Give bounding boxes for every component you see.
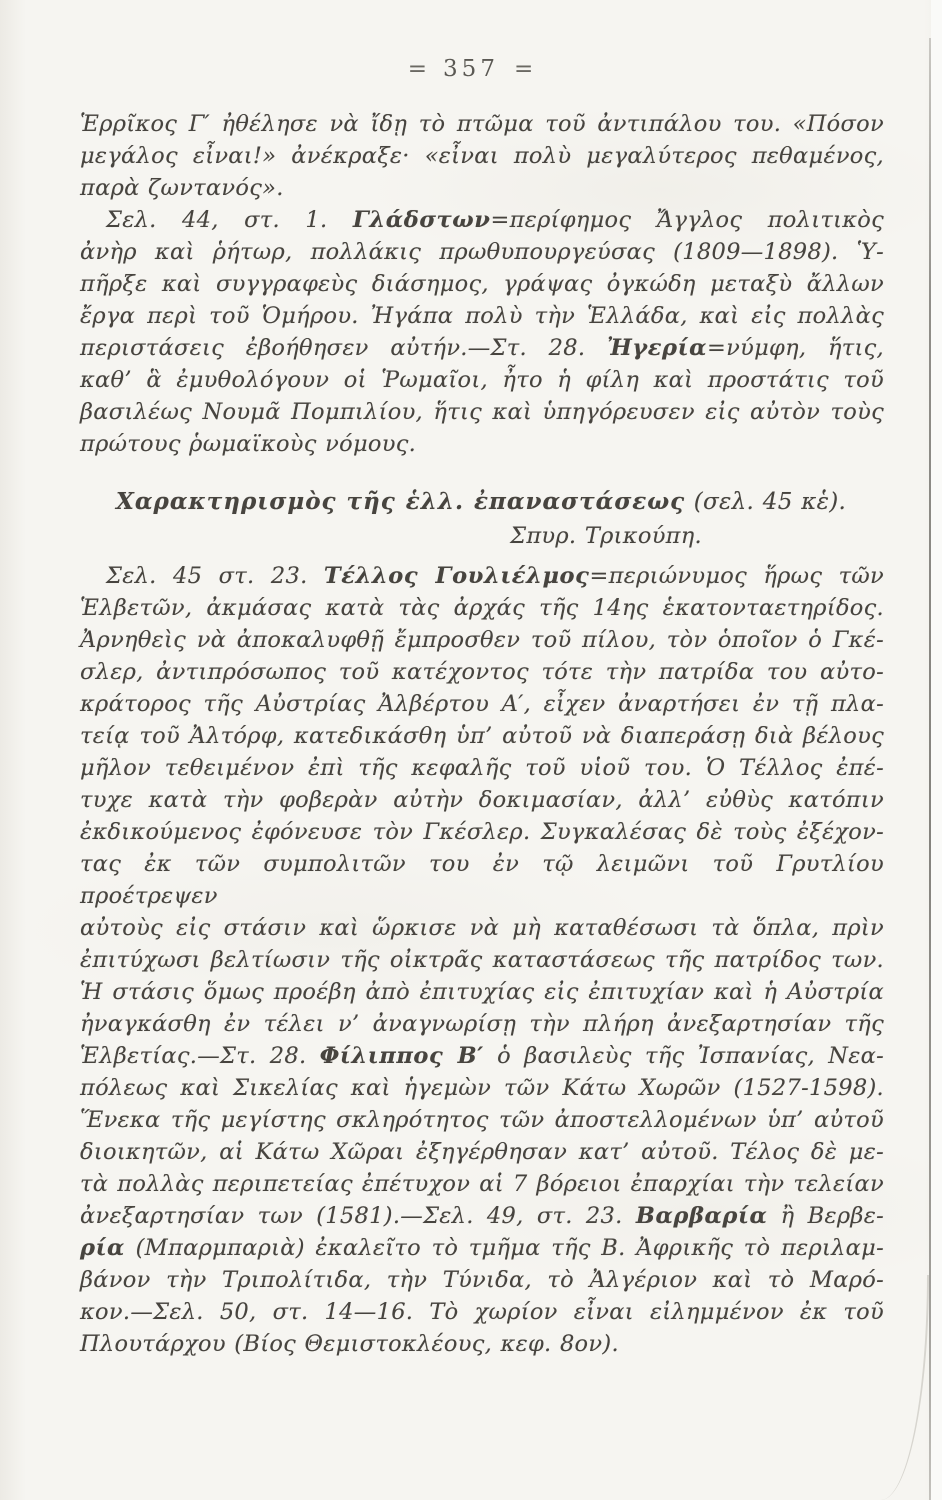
text-line	[80, 1296, 884, 1328]
text-segment: ἢ Βερβε-	[767, 1203, 884, 1229]
text-segment: (Μπαρμπαριὰ) ἐκαλεῖτο τὸ τμῆμα τῆς Β. Ἀφρικῆς τὸ περιλαμ-	[124, 1235, 884, 1261]
text-line	[80, 172, 884, 204]
paragraph-continuation	[80, 108, 884, 204]
lexicon-term: ρία	[80, 1235, 125, 1261]
text-segment: Ἑρρῖκος Γ′ ἠθέλησε νὰ ἴδῃ τὸ πτῶμα τοῦ ἀντιπάλου του. «Πόσον	[80, 111, 884, 137]
text-line	[80, 592, 884, 624]
text-line	[80, 688, 884, 720]
text-segment: Ἀρνηθεὶς νὰ ἀποκαλυφθῇ ἔμπροσθεν τοῦ πίλου, τὸν ὁποῖον ὁ Γκέ-	[80, 627, 884, 653]
text-segment: πρώτους ῥωμαϊκοὺς νόμους.	[80, 431, 417, 457]
lexicon-term: Τέλλος Γουλιέλμος	[323, 563, 590, 589]
text-segment: ὁ βασιλεὺς τῆς Ἰσπανίας, Νεα-	[483, 1043, 884, 1069]
text-segment: σλερ, ἀντιπρόσωπος τοῦ κατέχοντος τότε τὴν πατρίδα του αὐτο-	[80, 659, 884, 685]
text-line	[80, 428, 884, 460]
text-segment: τὰ πολλὰς περιπετείας ἐπέτυχον αἱ 7 βόρειοι ἐπαρχίαι τὴν τελείαν	[80, 1171, 884, 1197]
text-segment: κον.—Σελ. 50, στ. 14—16. Τὸ χωρίον εἶναι εἰλημμένον ἐκ τοῦ	[80, 1299, 884, 1325]
byline-author: Σπυρ. Τρικούπη.	[510, 523, 702, 549]
text-column	[80, 108, 884, 1360]
text-line	[80, 656, 884, 688]
text-segment: ἐπιτύχωσι βελτίωσιν τῆς οἰκτρᾶς καταστάσεως τῆς πατρίδος των.	[80, 947, 884, 973]
page-edge-band	[931, 0, 942, 1500]
text-line	[80, 396, 884, 428]
text-segment: διοικητῶν, αἱ Κάτω Χῶραι ἐξηγέρθησαν κατ’ αὐτοῦ. Τέλος δὲ με-	[80, 1139, 884, 1165]
page-number: 357	[443, 56, 499, 82]
text-segment: ἠναγκάσθη ἐν τέλει ν’ ἀναγνωρίσῃ τὴν πλήρη ἀνεξαρτησίαν τῆς	[80, 1011, 884, 1037]
text-segment: καθ’ ἃ ἐμυθολόγουν οἱ Ῥωμαῖοι, ἦτο ἡ φίλη καὶ προστάτις τοῦ	[80, 367, 884, 393]
text-segment: Ἑλβετῶν, ἀκμάσας κατὰ τὰς ἀρχάς τῆς 14ης ἑκατονταετηρίδος.	[80, 595, 884, 621]
text-line	[80, 1232, 884, 1264]
page-number-rule-right: =	[513, 56, 535, 82]
text-line	[80, 912, 884, 944]
text-line	[80, 944, 884, 976]
text-segment: μεγάλος εἶναι!» ἀνέκραξε· «εἶναι πολὺ μεγαλύτερος πεθαμένος,	[80, 143, 884, 169]
text-segment: ἀνὴρ καὶ ῥήτωρ, πολλάκις πρωθυπουργεύσας (1809—1898). Ὑ-	[80, 239, 884, 265]
text-line	[80, 1264, 884, 1296]
text-segment: ἔργα περὶ τοῦ Ὁμήρου. Ἠγάπα πολὺ τὴν Ἑλλάδα, καὶ εἰς πολλὰς	[80, 303, 884, 329]
lexicon-term: Βαρβαρία	[635, 1203, 768, 1229]
text-line	[80, 752, 884, 784]
text-segment: ἐκδικούμενος ἐφόνευσε τὸν Γκέσλερ. Συγκαλέσας δὲ τοὺς ἐξέχον-	[80, 819, 884, 845]
text-segment: Σελ. 45 στ. 23.	[106, 563, 324, 589]
text-segment: παρὰ ζωντανός».	[80, 175, 284, 201]
text-line	[80, 816, 884, 848]
page-edge-shadow	[929, 38, 931, 1500]
text-segment: αὐτοὺς εἰς στάσιν καὶ ὥρκισε νὰ μὴ καταθέσωσι τὰ ὅπλα, πρὶν	[80, 915, 884, 941]
text-segment: πῆρξε καὶ συγγραφεὺς διάσημος, γράψας ὀγκώδη μεταξὺ ἄλλων	[80, 271, 884, 297]
text-segment: κράτορος τῆς Αὐστρίας Ἀλβέρτου Α′, εἶχεν ἀναρτήσει ἐν τῇ πλα-	[80, 691, 884, 717]
page-number-rule-left: =	[407, 56, 429, 82]
section-heading-page-ref: (σελ. 45 κἑ).	[685, 489, 847, 515]
text-segment: βάνον τὴν Τριπολίτιδα, τὴν Τύνιδα, τὸ Ἀλγέριον καὶ τὸ Μαρό-	[80, 1267, 884, 1293]
section-heading	[80, 486, 884, 518]
text-line	[80, 140, 884, 172]
text-line	[80, 1072, 884, 1104]
text-segment: τας ἐκ τῶν συμπολιτῶν του ἐν τῷ λειμῶνι τοῦ Γρυτλίου προέτρεψεν	[80, 851, 884, 909]
paragraph-notes-2	[80, 560, 884, 1360]
text-segment: Ἡ στάσις ὅμως προέβη ἀπὸ ἐπιτυχίας εἰς ἐπιτυχίαν καὶ ἡ Αὐστρία	[80, 979, 884, 1005]
text-segment: περιστάσεις ἐβοήθησεν αὐτήν.—Στ. 28.	[80, 335, 607, 361]
text-line	[80, 204, 884, 236]
text-segment: Ἕνεκα τῆς μεγίστης σκληρότητος τῶν ἀποστελλομένων ὑπ’ αὐτοῦ	[80, 1107, 884, 1133]
text-line	[80, 364, 884, 396]
lexicon-term: Φίλιππος Β′	[319, 1043, 484, 1069]
text-segment: τυχε κατὰ τὴν φοβερὰν αὐτὴν δοκιμασίαν, ἀλλ’ εὐθὺς κατόπιν	[80, 787, 884, 813]
text-line	[80, 976, 884, 1008]
paragraph-notes-1	[80, 204, 884, 460]
text-line	[80, 848, 884, 912]
text-segment: =νύμφη, ἥτις,	[707, 335, 884, 361]
text-segment: ἀνεξαρτησίαν των (1581).—Σελ. 49, στ. 23.	[80, 1203, 636, 1229]
text-line	[80, 1136, 884, 1168]
text-line	[80, 1008, 884, 1040]
text-line	[80, 236, 884, 268]
text-segment: τείᾳ τοῦ Ἀλτόρφ, κατεδικάσθη ὑπ’ αὐτοῦ νὰ διαπεράσῃ διὰ βέλους	[80, 723, 884, 749]
text-segment: Ἑλβετίας.—Στ. 28.	[80, 1043, 320, 1069]
text-line	[80, 268, 884, 300]
text-line	[80, 1168, 884, 1200]
text-line	[80, 1104, 884, 1136]
section-heading-title: Χαρακτηρισμὸς τῆς ἑλλ. ἐπαναστάσεως	[116, 488, 686, 515]
text-line	[80, 624, 884, 656]
lexicon-term: Ἠγερία	[606, 335, 708, 361]
text-line	[80, 784, 884, 816]
text-segment: πόλεως καὶ Σικελίας καὶ ἡγεμὼν τῶν Κάτω Χωρῶν (1527-1598).	[80, 1075, 884, 1101]
text-line	[80, 720, 884, 752]
text-line	[80, 1328, 884, 1360]
text-segment: μῆλον τεθειμένον ἐπὶ τῆς κεφαλῆς τοῦ υἱοῦ του. Ὁ Τέλλος ἐπέ-	[80, 755, 884, 781]
text-line	[80, 332, 884, 364]
text-segment: Σελ. 44, στ. 1.	[106, 207, 353, 233]
text-line	[80, 1040, 884, 1072]
text-segment: =περίφημος Ἄγγλος πολιτικὸς	[490, 207, 884, 233]
page-corner-curl	[881, 1275, 929, 1500]
text-line	[80, 560, 884, 592]
page-header	[0, 0, 942, 82]
text-segment: βασιλέως Νουμᾶ Πομπιλίου, ἥτις καὶ ὑπηγόρευσεν εἰς αὐτὸν τοὺς	[80, 399, 884, 425]
text-line	[80, 300, 884, 332]
text-segment: Πλουτάρχου (Βίος Θεμιστοκλέους, κεφ. 8ον).	[80, 1331, 619, 1357]
text-line	[80, 108, 884, 140]
text-line	[80, 1200, 884, 1232]
lexicon-term: Γλάδστων	[352, 207, 491, 233]
text-segment: =περιώνυμος ἥρως τῶν	[589, 563, 884, 589]
